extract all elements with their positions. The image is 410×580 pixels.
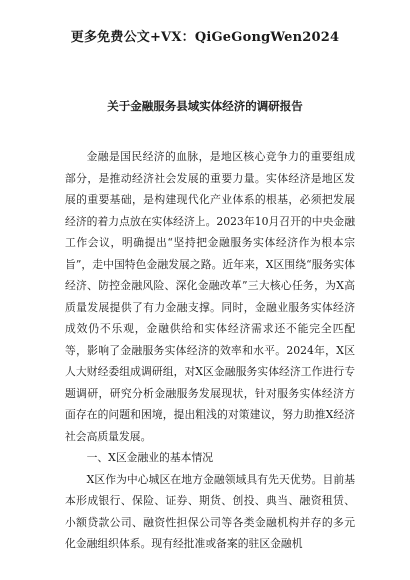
document-title: 关于金融服务县域实体经济的调研报告: [107, 99, 303, 113]
intro-paragraph: 金融是国民经济的血脉，是地区核心竞争力的重要组成部分，是推动经济社会发展的重要力量。实体经济是地区发展的重要基础，是构建现代化产业体系的根基，必须把发展经济的着力点放在实体经济上。2023年10月召开的中央金融工作会议，明确提出“坚持把金融服务实体经济作为根本宗旨”，走中国特色金融发展之路。近年来，X区围绕“服务实体经济、防控金融风险、深化金融改革”三大核心任务，为X高质量发展提供了有力金融支撑。同时，金融业服务实体经济成效仍不乐观，金融供给和实体经济需求还不能完全匹配等，影响了金融服务实体经济的效率和水平。2024年，X区人大财经委组成调研组，对X区金融服务实体经济工作进行专题调研，研究分析金融服务发展现状，针对服务实体经济方面存在的问题和困境，提出粗浅的对策建议，努力助推X经济社会高质量发展。: [65, 150, 355, 443]
promo-header: 更多免费公文+VX：QiGeGongWen2024: [70, 30, 340, 45]
section-heading: 一、X区金融业的基本情况: [86, 451, 214, 464]
document-body: [65, 146, 355, 555]
section-paragraph: X区作为中心城区在地方金融领域具有先天优势。目前基本形成银行、保险、证券、期货、创投、典当、融资租赁、小额贷款公司、融资性担保公司等各类金融机构并存的多元化金融组织体系。现有经批准或备案的驻区金融机: [65, 472, 355, 550]
